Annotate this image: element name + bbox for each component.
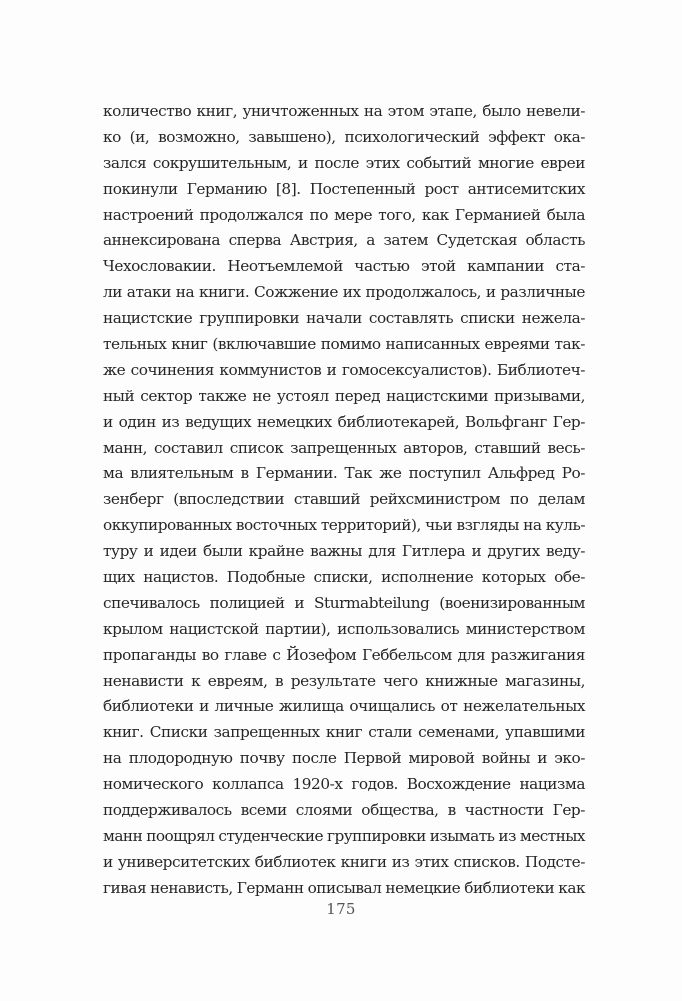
text-line: манн поощрял студенческие группировки изымать из местных [103, 826, 585, 845]
text-line: нацистские группировки начали составлять списки нежела- [103, 309, 585, 328]
text-line: книг. Списки запрещенных книг стали семенами, упавшими [103, 723, 585, 742]
text-line: аннексирована сперва Австрия, а затем Судетская область [103, 231, 585, 250]
text-line: количество книг, уничтоженных на этом этапе, было невели- [103, 102, 585, 120]
text-line: ма влиятельным в Германии. Так же поступил Альфред Ро- [103, 464, 585, 483]
text-line: гивая ненависть, Германн описывал немецкие библиотеки как [103, 878, 585, 897]
text-line: поддерживалось всеми слоями общества, в частности Гер- [103, 801, 585, 820]
text-line: щих нацистов. Подобные списки, исполнение которых обе- [103, 568, 585, 587]
text-line: ный сектор также не устоял перед нацистскими призывами, [103, 386, 585, 405]
text-line: ли атаки на книги. Сожжение их продолжалось, и различные [103, 283, 585, 302]
text-line: покинули Германию [8]. Постепенный рост антисемитских [103, 179, 585, 198]
text-line: и университетских библиотек книги из этих списков. Подсте- [103, 852, 585, 871]
text-line: зался сокрушительным, и после этих событий многие евреи [103, 153, 585, 172]
text-line: Чехословакии. Неотъемлемой частью этой кампании ста- [103, 257, 585, 276]
text-line: манн, составил список запрещенных авторов, ставший весь- [103, 438, 585, 457]
text-line: ненависти к евреям, в результате чего книжные магазины, [103, 671, 585, 690]
text-line: ко (и, возможно, завышено), психологический эффект ока- [103, 127, 585, 146]
body-text [103, 99, 585, 902]
text-line: крылом нацистской партии), использовались министерством [103, 619, 585, 638]
text-line: на плодородную почву после Первой мировой войны и эко- [103, 749, 585, 768]
text-line: настроений продолжался по мере того, как Германией была [103, 205, 585, 224]
text-line: пропаганды во главе с Йозефом Геббельсом для разжигания [103, 645, 585, 664]
text-line: номического коллапса 1920-х годов. Восхождение нацизма [103, 775, 585, 794]
text-line: библиотеки и личные жилища очищались от нежелательных [103, 697, 585, 716]
text-line: же сочинения коммунистов и гомосексуалистов). Библиотеч- [103, 360, 585, 379]
text-line: и один из ведущих немецких библиотекарей, Вольфганг Гер- [103, 412, 585, 431]
text-line: тельных книг (включавшие помимо написанных евреями так- [103, 335, 585, 354]
text-line: зенберг (впоследствии ставший рейхсминистром по делам [103, 490, 585, 509]
page-number: 175 [326, 900, 356, 918]
text-line: оккупированных восточных территорий), чьи взгляды на куль- [103, 516, 585, 535]
text-line: туру и идеи были крайне важны для Гитлера и других веду- [103, 542, 585, 561]
text-line: спечивалось полицией и Sturmabteilung (военизированным [103, 593, 585, 612]
